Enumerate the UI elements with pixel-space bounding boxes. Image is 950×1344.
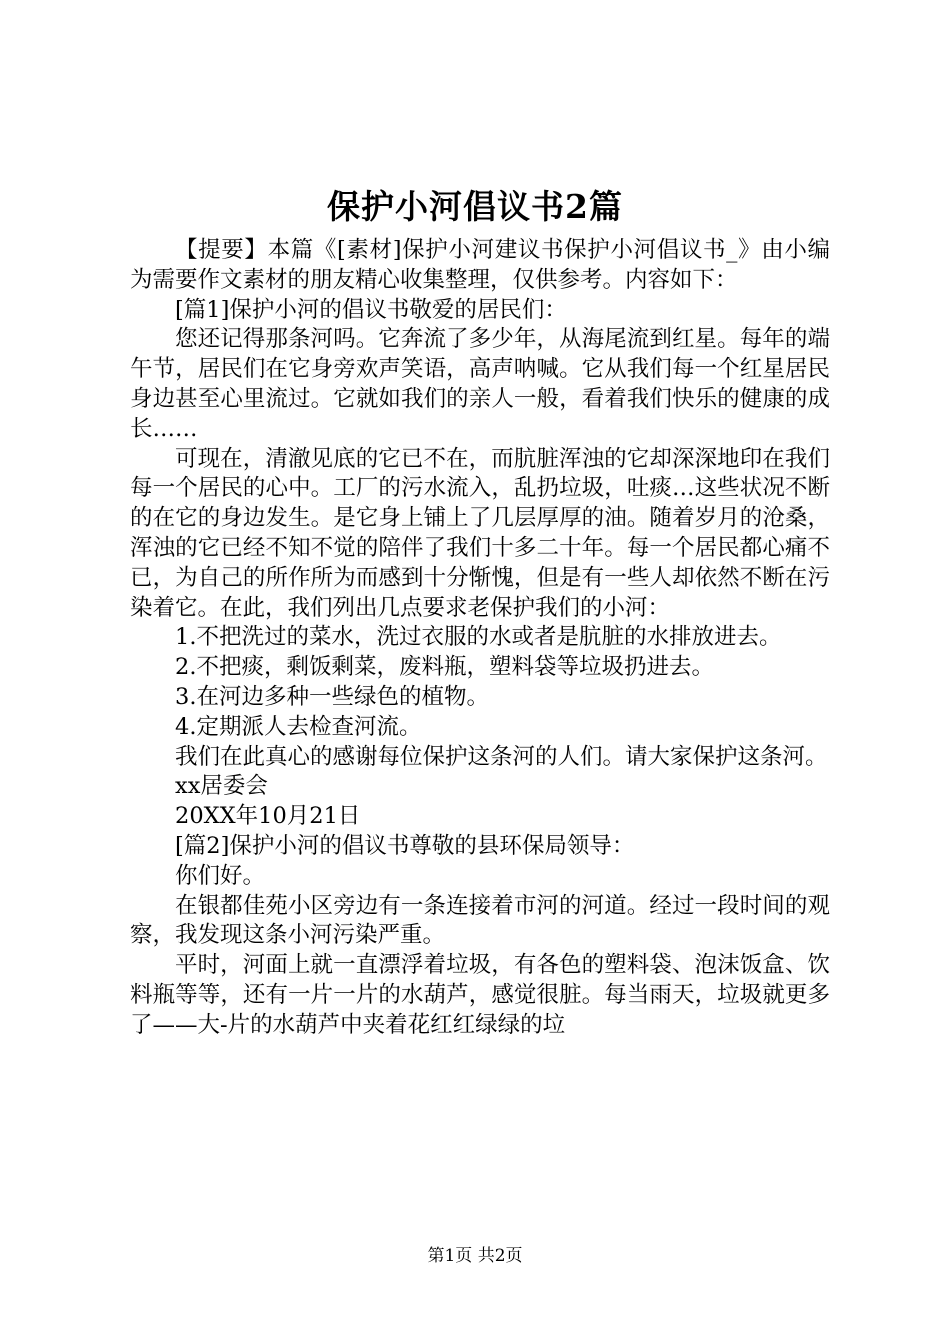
- list-item: 3.在河边多种一些绿色的植物。: [175, 683, 489, 710]
- paragraph-part2-heading: [篇2]保护小河的倡议书尊敬的县环保局领导：: [175, 832, 635, 859]
- signature: xx居委会: [175, 773, 268, 800]
- paragraph-summary: 【提要】本篇《[素材]保护小河建议书保护小河倡议书_》由小编为需要作文素材的朋友精心收集整理，仅供参考。内容如下：: [130, 237, 830, 293]
- list-item: 2.不把痰，剩饭剩菜，废料瓶，塑料袋等垃圾扔进去。: [175, 654, 714, 681]
- date: 20XX年10月21日: [175, 803, 361, 830]
- paragraph: 我们在此真心的感谢每位保护这条河的人们。请大家保护这条河。: [175, 743, 828, 770]
- list-item: 4.定期派人去检查河流。: [175, 713, 422, 740]
- paragraph: 在银都佳苑小区旁边有一条连接着市河的河道。经过一段时间的观察，我发现这条小河污染严重。: [130, 892, 830, 949]
- page-footer: 第1页 共2页: [427, 1246, 523, 1266]
- list-item: 1.不把洗过的菜水，洗过衣服的水或者是肮脏的水排放进去。: [175, 624, 782, 651]
- document-title: 保护小河倡议书2篇: [327, 187, 623, 226]
- document-body: [130, 236, 830, 1041]
- paragraph-part1-heading: [篇1]保护小河的倡议书敬爱的居民们：: [175, 296, 567, 323]
- paragraph: 平时，河面上就一直漂浮着垃圾，有各色的塑料袋、泡沫饭盒、饮料瓶等等，还有一片一片的水葫芦，感觉很脏。每当雨天，垃圾就更多了——大-片的水葫芦中夹着花红红绿绿的垃: [130, 952, 830, 1038]
- paragraph: 您还记得那条河吗。它奔流了多少年，从海尾流到红星。每年的端午节，居民们在它身旁欢声笑语，高声呐喊。它从我们每一个红星居民身边甚至心里流过。它就如我们的亲人一般，看着我们快乐的健康的成长……: [130, 326, 830, 442]
- greeting: 你们好。: [175, 862, 266, 889]
- paragraph: 可现在，清澈见底的它已不在，而肮脏浑浊的它却深深地印在我们每一个居民的心中。工厂的污水流入，乱扔垃圾，吐痰…这些状况不断的在它的身边发生。是它身上铺上了几层厚厚的油。随着岁月的沧桑，浑浊的它已经不知不觉的陪伴了我们十多二十年。每一个居民都心痛不已，为自己的所作所为而感到十分惭愧，但是有一些人却依然不断在污染着它。在此，我们列出几点要求老保护我们的小河：: [130, 445, 830, 621]
